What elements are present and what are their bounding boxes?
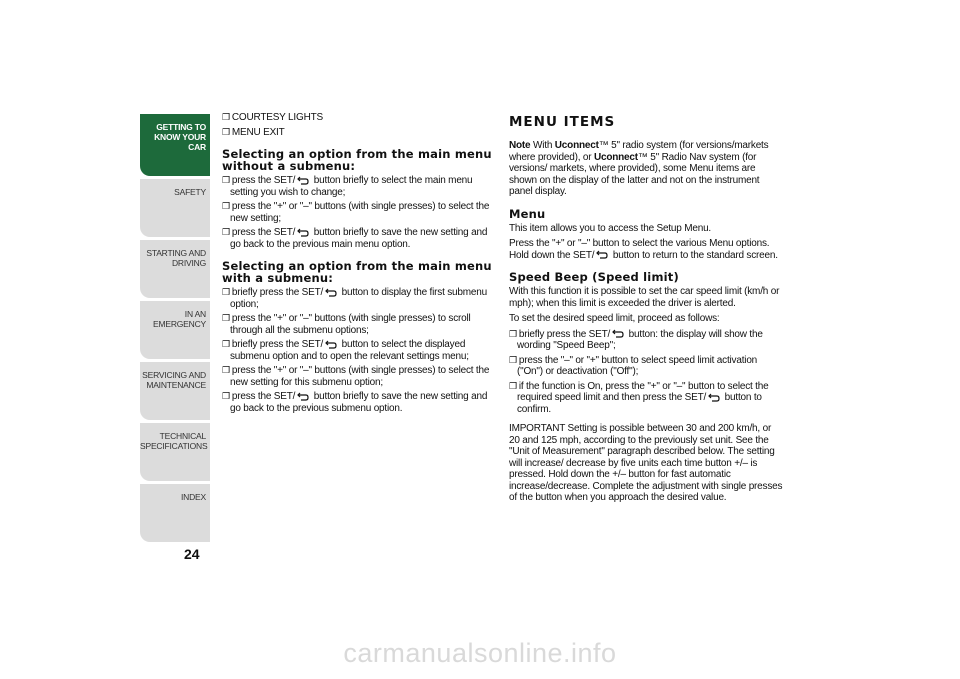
bullet: ❒	[222, 112, 230, 122]
bullet: ❒	[222, 313, 230, 323]
tab-label: GETTING TO KNOW YOUR CAR	[154, 122, 206, 152]
set-return-icon	[325, 288, 337, 297]
tab-getting-to-know-your-car[interactable]	[140, 114, 210, 176]
item-text: press the SET/	[231, 391, 296, 402]
tab-label: IN AN EMERGENCY	[153, 309, 206, 329]
tab-label: SERVICING AND MAINTENANCE	[142, 370, 206, 390]
set-return-icon	[708, 393, 720, 402]
page-number: 24	[184, 546, 200, 562]
paragraph: With this function it is possible to set the car speed limit (km/h or mph); when this limit is exceeded the driver is alerted.	[509, 286, 780, 309]
list-item	[222, 391, 492, 414]
note-text: With	[530, 140, 555, 151]
tab-label: TECHNICAL SPECIFICATIONS	[140, 431, 208, 451]
tab-label: STARTING AND DRIVING	[146, 248, 206, 268]
item-text: if the function is On, press the "+" or "–" button to select the required speed limit and then press the SET/	[517, 380, 769, 403]
paragraph	[509, 238, 784, 261]
important-paragraph: IMPORTANT Setting is possible between 30 and 200 km/h, or 20 and 125 mph, according to the previously set unit. See the "Unit of Measurement" paragraph described below. The setting will increase/ decrease by five units each time button +/– is pressed. Hold down the +/– button for fast automatic increase/decrease. Complete the adjustment with single presses of the button when you approach the desired value.	[509, 423, 783, 503]
list-item	[222, 313, 492, 336]
list-item	[222, 175, 492, 198]
list-item	[222, 112, 492, 124]
set-return-icon	[325, 340, 337, 349]
bullet: ❒	[222, 339, 230, 349]
set-return-icon	[297, 228, 309, 237]
item-text: button briefly to save the new setting and go back to the previous submenu option.	[230, 391, 488, 414]
paragraph: To set the desired speed limit, proceed as follows:	[509, 313, 720, 324]
item-text: briefly press the SET/	[231, 339, 324, 350]
section-heading: Menu	[509, 206, 546, 221]
item-text: button to select the displayed submenu option and to open the relevant settings menu;	[230, 339, 469, 362]
note-paragraph	[509, 140, 784, 198]
watermark: carmanualsonline.info	[343, 638, 617, 668]
bullet: ❒	[509, 380, 517, 391]
tab-index[interactable]	[140, 484, 210, 542]
set-return-icon	[612, 329, 624, 338]
set-return-icon	[596, 250, 608, 259]
bullet: ❒	[222, 201, 230, 211]
list-item	[222, 339, 492, 362]
tab-label: INDEX	[181, 492, 206, 502]
item-text: press the "+" or "–" buttons (with single presses) to scroll through all the submenu options;	[230, 313, 471, 336]
list-item	[509, 381, 784, 416]
list-item	[222, 127, 492, 139]
item-text: press the "–" or "+" button to select speed limit activation ("On") or deactivation ("Off");	[517, 354, 758, 377]
right-column	[509, 112, 784, 508]
item-text: briefly press the SET/	[518, 328, 611, 340]
item-text: button briefly to save the new setting and go back to the previous main menu option.	[230, 227, 488, 250]
bullet: ❒	[222, 227, 230, 237]
set-return-icon	[297, 176, 309, 185]
para-text: Press the "+" or "–" button to select the various Menu options. Hold down the SET/	[509, 238, 770, 261]
set-return-icon	[297, 392, 309, 401]
note-text: ™ 5" Radio Nav system (for versions/ markets, where provided), some Menu items are shown on the display of the latter and not on the instrument panel display.	[509, 151, 760, 197]
bullet: ❒	[222, 175, 230, 185]
list-item	[222, 365, 492, 388]
page-title: MENU ITEMS	[509, 114, 616, 130]
item-text: briefly press the SET/	[231, 287, 324, 298]
tab-label: SAFETY	[174, 187, 206, 197]
bullet: ❒	[222, 126, 230, 137]
item-text: MENU EXIT	[231, 126, 285, 138]
left-column	[222, 112, 492, 417]
note-label: Note	[509, 140, 531, 151]
item-text: press the SET/	[231, 175, 296, 186]
section-heading: Selecting an option from the main menu without a submenu:	[222, 147, 492, 173]
bullet: ❒	[222, 391, 230, 401]
tab-servicing-and-maintenance[interactable]	[140, 362, 210, 420]
tab-in-an-emergency[interactable]	[140, 301, 210, 359]
bullet: ❒	[509, 354, 517, 365]
list-item	[222, 201, 492, 224]
item-text: press the "+" or "–" buttons (with single presses) to select the new setting for this submenu option;	[230, 365, 490, 388]
tab-starting-and-driving[interactable]	[140, 240, 210, 298]
brand-name: Uconnect	[593, 151, 638, 163]
list-item	[509, 329, 784, 352]
bullet: ❒	[222, 365, 230, 375]
section-heading: Selecting an option from the main menu with a submenu:	[222, 259, 492, 285]
para-text: button to return to the standard screen.	[610, 249, 778, 261]
item-text: button briefly to select the main menu setting you wish to change;	[230, 175, 473, 198]
tab-technical-specifications[interactable]	[140, 423, 210, 481]
note-text: ™ 5" radio system (for versions/markets where provided), or	[509, 140, 769, 163]
bullet: ❒	[222, 287, 230, 297]
item-text: button to display the first submenu option;	[230, 287, 487, 310]
list-item	[222, 227, 492, 250]
item-text: COURTESY LIGHTS	[231, 112, 323, 123]
item-text: press the SET/	[231, 227, 296, 238]
item-text: button: the display will show the wording "Speed Beep";	[517, 328, 763, 351]
section-heading: Speed Beep (Speed limit)	[509, 270, 679, 284]
item-text: press the "+" or "–" buttons (with single presses) to select the new setting;	[230, 201, 490, 224]
bullet: ❒	[509, 328, 517, 339]
item-text: button to confirm.	[517, 392, 762, 415]
brand-name: Uconnect	[554, 140, 599, 151]
chapter-sidebar	[140, 114, 210, 545]
tab-safety[interactable]	[140, 179, 210, 237]
list-item	[509, 355, 784, 378]
paragraph: This item allows you to access the Setup Menu.	[509, 222, 712, 234]
list-item	[222, 287, 492, 310]
